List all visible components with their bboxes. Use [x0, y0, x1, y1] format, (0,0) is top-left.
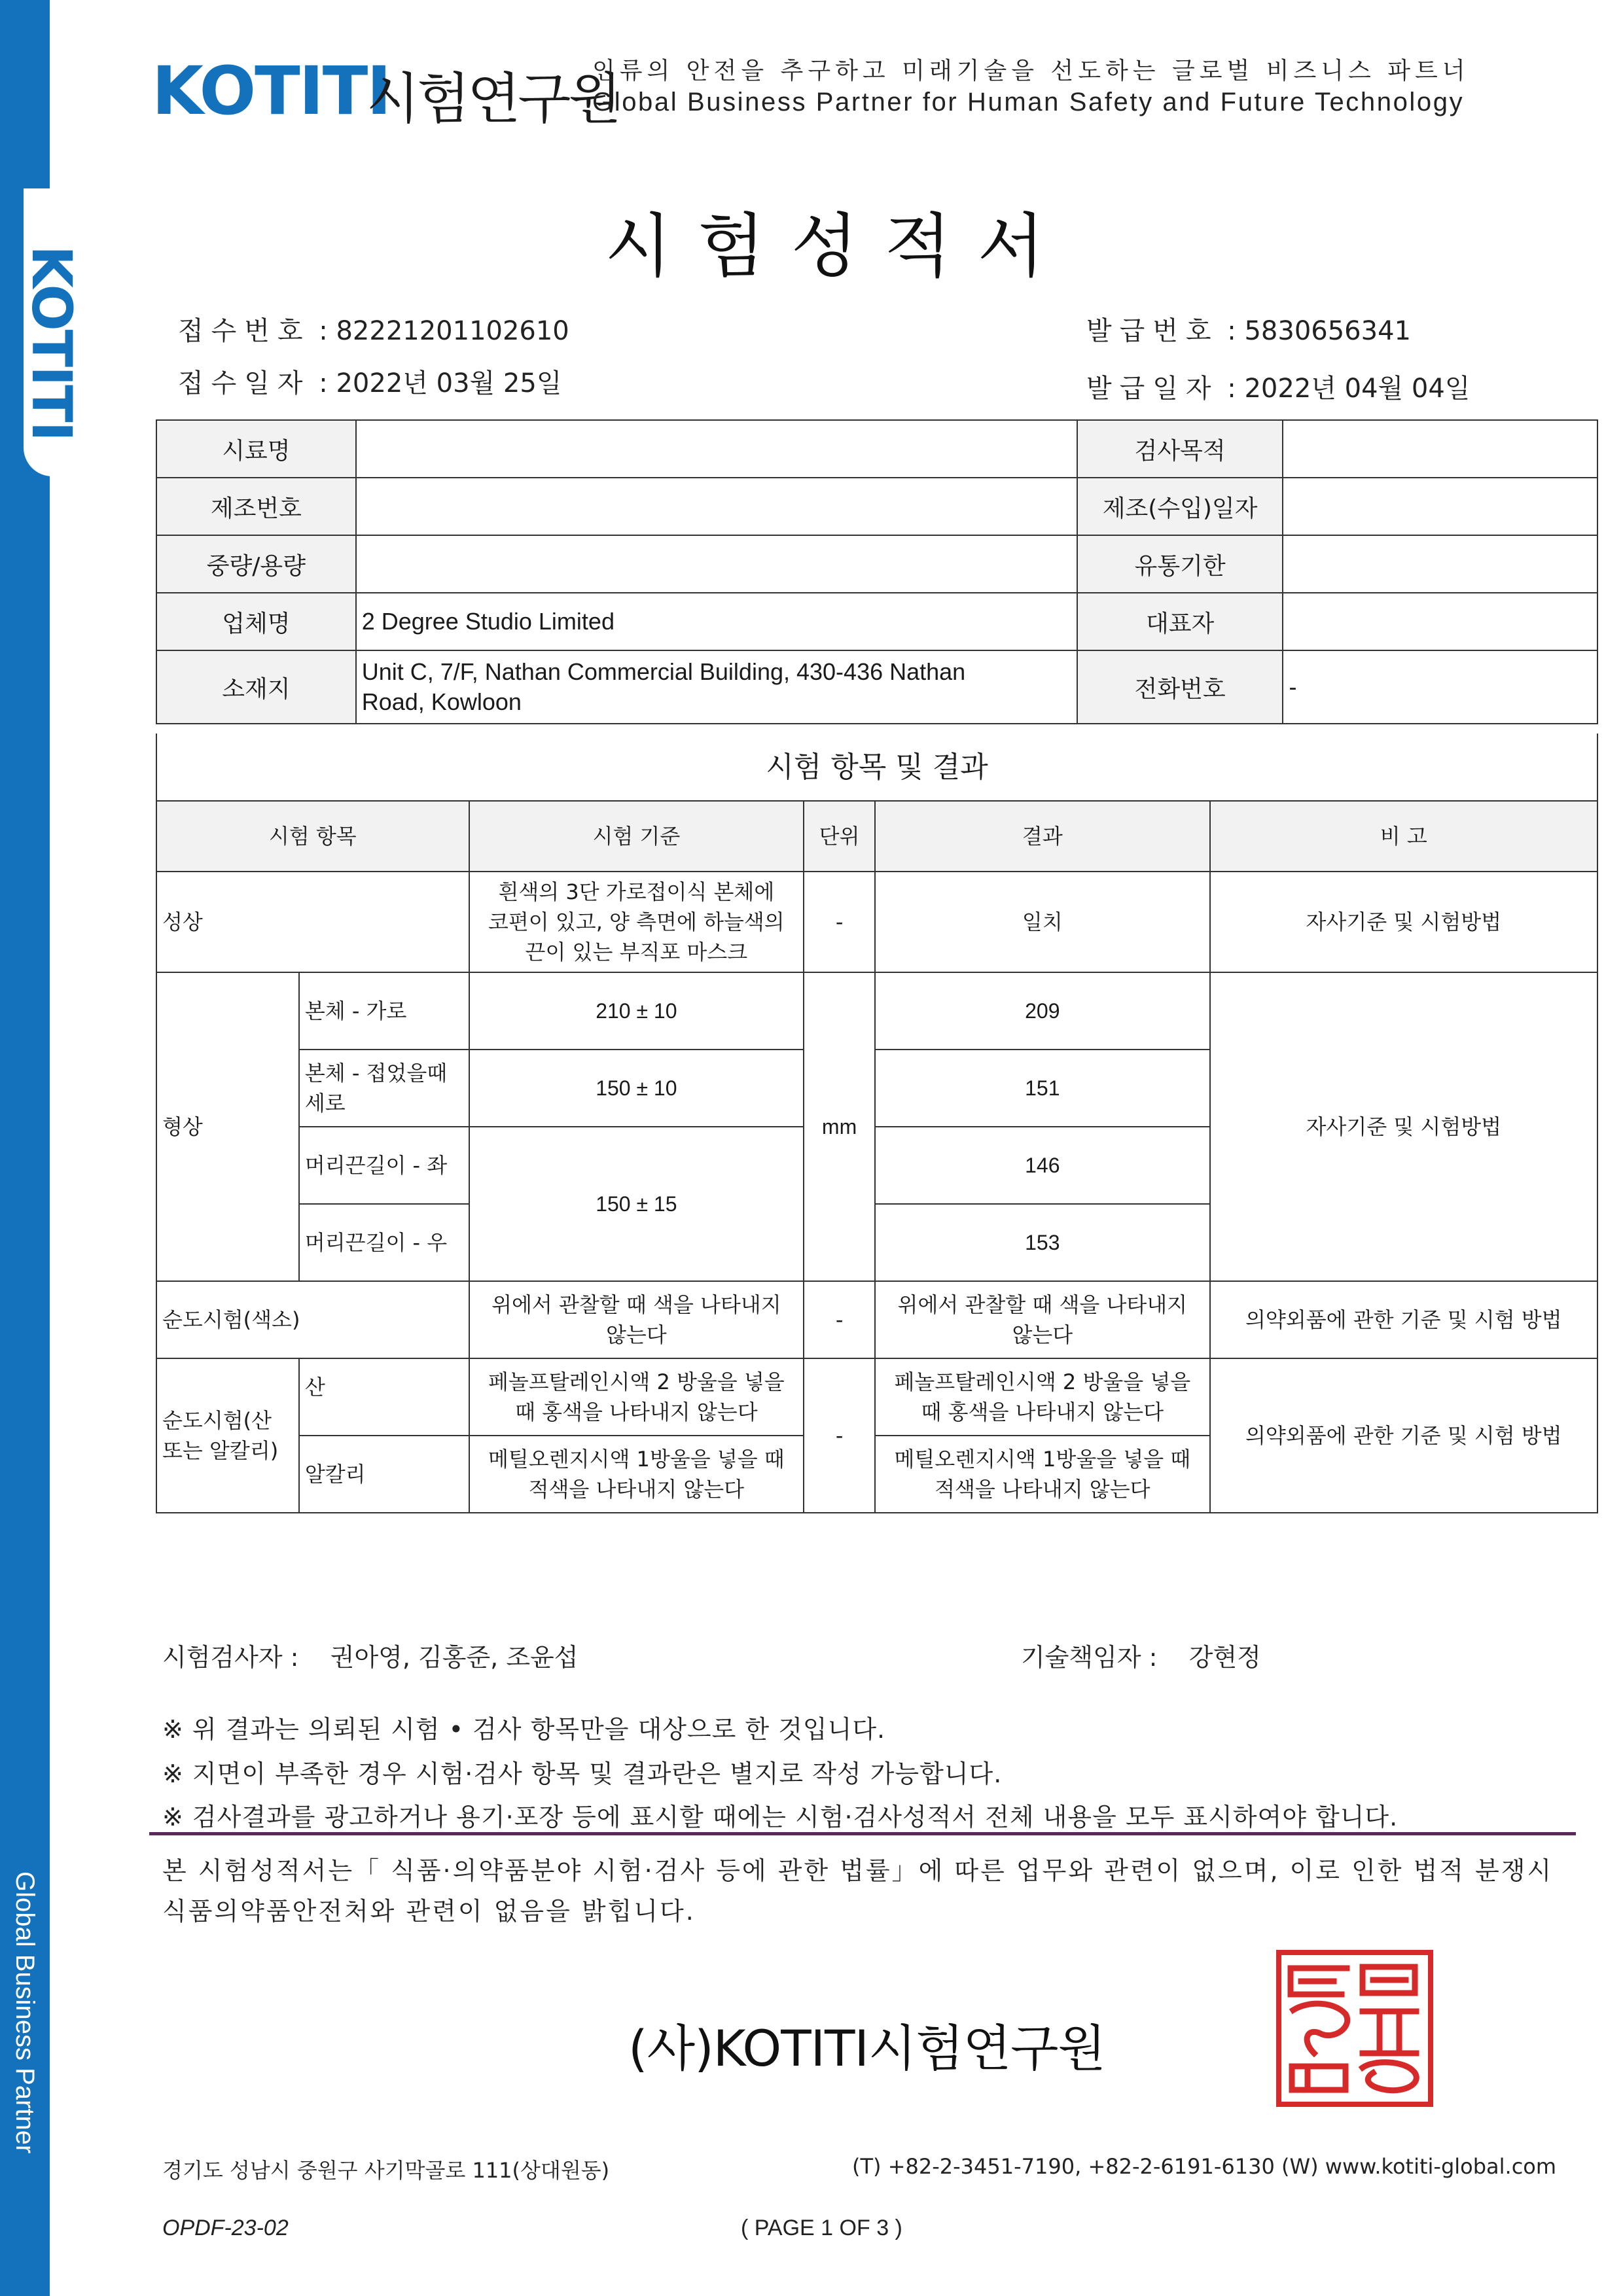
header-remark: 비 고 — [1210, 801, 1597, 872]
purity-color-item: 순도시험(색소) — [156, 1281, 469, 1358]
side-logo: KOTITI — [20, 245, 84, 440]
note-3: ※ 검사결과를 광고하거나 용기·포장 등에 표시할 때에는 시험·검사성적서 전체 내용을 모두 표시하여야 합니다. — [162, 1803, 1399, 1831]
strap-right-result: 153 — [875, 1204, 1210, 1281]
strap-right-label: 머리끈길이 - 우 — [299, 1204, 469, 1281]
lot-number-label: 제조번호 — [156, 478, 356, 535]
shape-item: 형상 — [156, 972, 299, 1281]
acid-alkali-remark: 의약외품에 관한 기준 및 시험 방법 — [1210, 1358, 1597, 1513]
table-row — [156, 972, 1597, 1050]
shape-height-standard: 150 ± 10 — [469, 1050, 804, 1127]
purity-color-remark: 의약외품에 관한 기준 및 시험 방법 — [1210, 1281, 1597, 1358]
shape-width-result: 209 — [875, 972, 1210, 1050]
divider-line — [149, 1832, 1576, 1835]
acid-standard: 페놀프탈레인시액 2 방울을 넣을 때 홍색을 나타내지 않는다 — [469, 1358, 804, 1436]
mfg-date-label: 제조(수입)일자 — [1077, 478, 1283, 535]
header-standard: 시험 기준 — [469, 801, 804, 872]
acid-result: 페놀프탈레인시액 2 방울을 넣을 때 홍색을 나타내지 않는다 — [875, 1358, 1210, 1436]
header-result: 결과 — [875, 801, 1210, 872]
kotiti-logo: KOTITI — [152, 52, 391, 130]
acid-label: 산 — [299, 1358, 469, 1436]
table-row — [156, 1281, 1597, 1358]
purpose-value — [1283, 420, 1597, 478]
form-code: OPDF-23-02 — [162, 2216, 289, 2240]
address-label: 소재지 — [156, 650, 356, 724]
receipt-number: 접수번호 : 82221201102610 — [178, 316, 569, 346]
motto-korean: 인류의 안전을 추구하고 미래기술을 선도하는 글로벌 비즈니스 파트너 — [592, 58, 1470, 84]
header-unit: 단위 — [804, 801, 875, 872]
footer-contact: (T) +82-2-3451-7190, +82-2-6191-6130 (W) www.kotiti-global.com — [852, 2154, 1557, 2179]
document-title: 시험성적서 — [605, 206, 1071, 287]
motto-english: Global Business Partner for Human Safety and Future Technology — [592, 88, 1465, 116]
phone-label: 전화번호 — [1077, 650, 1283, 724]
disclaimer: 본 시험성적서는「 식품·의약품분야 시험·검사 등에 관한 법률」에 따른 업무와 관련이 없으며, 이로 인한 법적 분쟁시 식품의약품안전처와 관련이 없음을 밝힙니다. — [162, 1856, 1554, 1926]
technical-manager: 기술책임자 : 강현정 — [1021, 1643, 1261, 1672]
address-value: Unit C, 7/F, Nathan Commercial Building, 430-436 Nathan Road, Kowloon — [356, 650, 1077, 724]
footer-address: 경기도 성남시 중원구 사기막골로 111(상대원동) — [162, 2158, 610, 2183]
alkali-label: 알칼리 — [299, 1436, 469, 1513]
ceo-value — [1283, 593, 1597, 650]
appearance-remark: 자사기준 및 시험방법 — [1210, 872, 1597, 972]
mfg-date-value — [1283, 478, 1597, 535]
ceo-label: 대표자 — [1077, 593, 1283, 650]
purity-color-result: 위에서 관찰할 때 색을 나타내지 않는다 — [875, 1281, 1210, 1358]
side-tagline: Global Business Partner — [10, 1871, 39, 2154]
organization-name: (사)KOTITI시험연구원 — [628, 2019, 1105, 2077]
expiry-label: 유통기한 — [1077, 535, 1283, 593]
phone-value: - — [1283, 650, 1597, 724]
sample-info-table — [156, 419, 1598, 724]
note-1: ※ 위 결과는 의뢰된 시험 • 검사 항목만을 대상으로 한 것입니다. — [162, 1715, 886, 1744]
official-seal-stamp — [1276, 1950, 1433, 2107]
shape-width-label: 본체 - 가로 — [299, 972, 469, 1050]
kotiti-logo-korean: 시험연구원 — [366, 67, 619, 131]
purity-color-unit: - — [804, 1281, 875, 1358]
shape-width-standard: 210 ± 10 — [469, 972, 804, 1050]
weight-value — [356, 535, 1077, 593]
purity-acid-alkali-item: 순도시험(산 또는 알칼리) — [156, 1358, 299, 1513]
appearance-unit: - — [804, 872, 875, 972]
shape-height-label: 본체 - 접었을때 세로 — [299, 1050, 469, 1127]
lot-number-value — [356, 478, 1077, 535]
results-section-title: 시험 항목 및 결과 — [156, 733, 1598, 802]
shape-unit: mm — [804, 972, 875, 1281]
note-2: ※ 지면이 부족한 경우 시험·검사 항목 및 결과란은 별지로 작성 가능합니다. — [162, 1759, 1003, 1788]
sample-name-label: 시료명 — [156, 420, 356, 478]
issue-number: 발급번호 : 5830656341 — [1086, 316, 1411, 346]
page-number: ( PAGE 1 OF 3 ) — [741, 2216, 902, 2240]
company-value: 2 Degree Studio Limited — [356, 593, 1077, 650]
table-row — [156, 872, 1597, 972]
weight-label: 중량/용량 — [156, 535, 356, 593]
purpose-label: 검사목적 — [1077, 420, 1283, 478]
acid-alkali-unit: - — [804, 1358, 875, 1513]
strap-left-result: 146 — [875, 1127, 1210, 1204]
header-item: 시험 항목 — [156, 801, 469, 872]
shape-remark: 자사기준 및 시험방법 — [1210, 972, 1597, 1281]
testers: 시험검사자 : 권아영, 김홍준, 조윤섭 — [162, 1643, 579, 1672]
results-table — [156, 800, 1598, 1513]
company-label: 업체명 — [156, 593, 356, 650]
receipt-date: 접수일자 : 2022년 03월 25일 — [178, 368, 562, 398]
expiry-value — [1283, 535, 1597, 593]
sample-name-value — [356, 420, 1077, 478]
appearance-item: 성상 — [156, 872, 469, 972]
issue-date: 발급일자 : 2022년 04월 04일 — [1086, 374, 1471, 404]
strap-standard: 150 ± 15 — [469, 1127, 804, 1281]
shape-height-result: 151 — [875, 1050, 1210, 1127]
purity-color-standard: 위에서 관찰할 때 색을 나타내지 않는다 — [469, 1281, 804, 1358]
appearance-standard: 흰색의 3단 가로접이식 본체에 코편이 있고, 양 측면에 하늘색의 끈이 있는 부직포 마스크 — [469, 872, 804, 972]
alkali-result: 메틸오렌지시액 1방울을 넣을 때 적색을 나타내지 않는다 — [875, 1436, 1210, 1513]
table-row — [156, 1358, 1597, 1436]
alkali-standard: 메틸오렌지시액 1방울을 넣을 때 적색을 나타내지 않는다 — [469, 1436, 804, 1513]
appearance-result: 일치 — [875, 872, 1210, 972]
strap-left-label: 머리끈길이 - 좌 — [299, 1127, 469, 1204]
